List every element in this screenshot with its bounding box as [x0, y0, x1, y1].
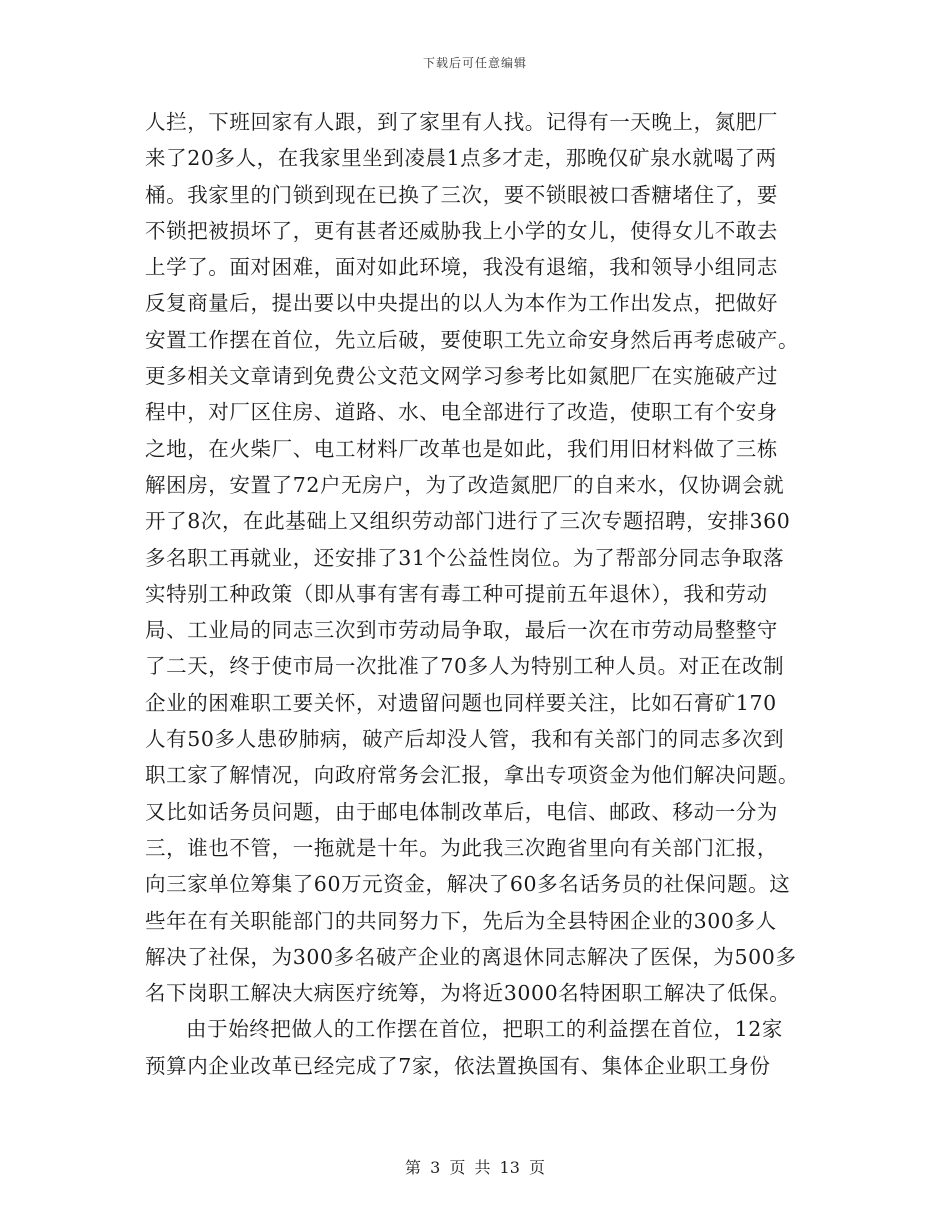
body-line: 实特别工种政策（即从事有害有毒工种可提前五年退休），我和劳动: [145, 581, 768, 606]
body-line: 程中，对厂区住房、道路、水、电全部进行了改造，使职工有个安身: [145, 400, 778, 425]
body-line: 局、工业局的同志三次到市劳动局争取，最后一次在市劳动局整整守: [145, 618, 778, 643]
body-line: 又比如话务员问题，由于邮电体制改革后，电信、邮政、移动一分为: [145, 799, 778, 824]
body-line: 多名职工再就业，还安排了31个公益性岗位。为了帮部分同志争取落: [145, 545, 785, 570]
body-line: 上学了。面对困难，面对如此环境，我没有退缩，我和领导小组同志: [145, 255, 778, 280]
body-line: 更多相关文章请到免费公文范文网学习参考比如氮肥厂在实施破产过: [145, 364, 778, 389]
body-line: 开了8次，在此基础上又组织劳动部门进行了三次专题招聘，安排360: [145, 509, 791, 534]
page-header-note: 下载后可任意编辑: [422, 56, 527, 70]
document-body: [145, 104, 813, 1084]
page-number: 第 3 页 共 13 页: [405, 1158, 545, 1177]
body-line: 解决了社保，为300多名破产企业的离退休同志解决了医保，为500多: [145, 944, 797, 969]
body-line: 向三家单位筹集了60万元资金，解决了60多名话务员的社保问题。这: [145, 872, 791, 897]
body-line: 不锁把被损坏了，更有甚者还威胁我上小学的女儿，使得女儿不敢去: [145, 218, 778, 243]
body-line: 名下岗职工解决大病医疗统筹，为将近3000名特困职工解决了低保。: [145, 981, 791, 1006]
body-line: 预算内企业改革已经完成了7家，依法置换国有、集体企业职工身份: [145, 1053, 771, 1078]
body-line: 职工家了解情况，向政府常务会汇报，拿出专项资金为他们解决问题。: [145, 763, 800, 788]
body-line: 解困房，安置了72户无房户，为了改造氮肥厂的自来水，仅协调会就: [145, 472, 785, 497]
body-line: 企业的困难职工要关怀，对遗留问题也同样要关注，比如石膏矿170: [145, 690, 777, 715]
body-line: 桶。我家里的门锁到现在已换了三次，要不锁眼被口香糖堵住了，要: [145, 182, 778, 207]
body-line: 三，谁也不管，一拖就是十年。为此我三次跑省里向有关部门汇报，: [145, 835, 778, 860]
body-line: 人拦，下班回家有人跟，到了家里有人找。记得有一天晚上，氮肥厂: [145, 110, 778, 134]
body-line: 安置工作摆在首位，先立后破，要使职工先立命安身然后再考虑破产。: [145, 327, 800, 352]
body-line: 了二天，终于使市局一次批准了70多人为特别工种人员。对正在改制: [145, 654, 785, 679]
body-line: 反复商量后，提出要以中央提出的以人为本作为工作出发点，把做好: [145, 291, 778, 316]
body-line: 些年在有关职能部门的共同努力下，先后为全县特困企业的300多人: [145, 908, 777, 933]
body-line: 人有50多人患矽肺病，破产后却没人管，我和有关部门的同志多次到: [145, 727, 785, 752]
body-line: 来了20多人，在我家里坐到凌晨1点多才走，那晚仅矿泉水就喝了两: [145, 146, 777, 171]
body-line: 之地，在火柴厂、电工材料厂改革也是如此，我们用旧材料做了三栋: [145, 436, 778, 461]
paragraph-start-line: 由于始终把做人的工作摆在首位，把职工的利益摆在首位，12家: [186, 1017, 783, 1042]
